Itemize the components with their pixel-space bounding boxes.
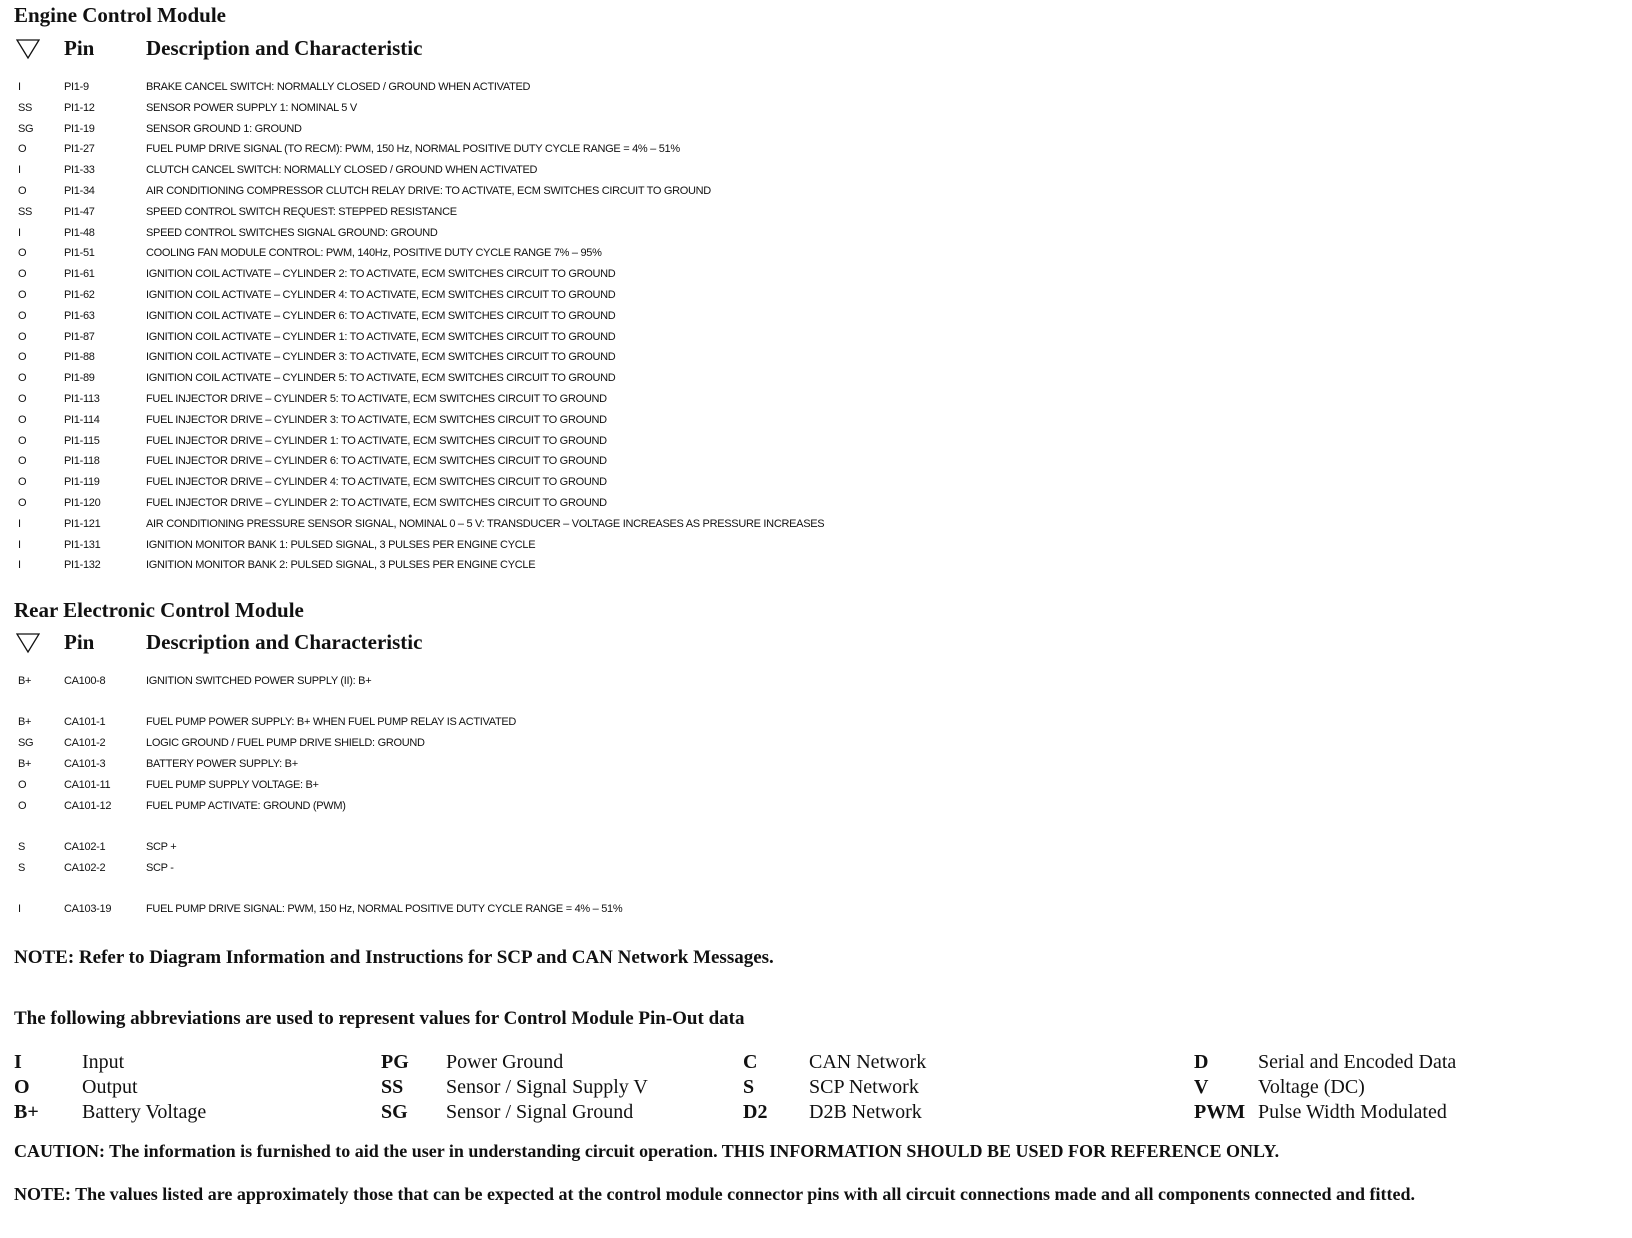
pin-number: PI1-47 <box>64 205 95 218</box>
abbreviation-item <box>1194 1075 1614 1100</box>
pin-type: O <box>18 185 27 197</box>
pin-type: O <box>18 779 27 791</box>
pin-type: I <box>18 226 21 239</box>
abbreviation-label: Output <box>82 1076 138 1098</box>
pin-type: O <box>18 309 27 322</box>
pin-description: IGNITION MONITOR BANK 2: PULSED SIGNAL, 3 PULSES PER ENGINE CYCLE <box>146 559 536 572</box>
caution-text: CAUTION: The information is furnished to aid the user in understanding circuit operation. THIS INFORMATION SHOULD BE USED FOR REFERENCE ONLY. <box>14 1141 1280 1161</box>
pin-type: O <box>18 476 27 489</box>
recm-desc-header: Description and Characteristic <box>146 630 423 654</box>
pin-number: CA101-1 <box>64 716 106 728</box>
abbreviation-code: I <box>14 1051 22 1073</box>
abbreviation-item <box>1194 1100 1614 1125</box>
abbreviation-item <box>14 1100 434 1125</box>
pin-number: PI1-115 <box>64 434 100 447</box>
pin-number: PI1-120 <box>64 497 101 509</box>
pin-number: CA103-19 <box>64 903 112 915</box>
pin-description: AIR CONDITIONING PRESSURE SENSOR SIGNAL, NOMINAL 0 – 5 V: TRANSDUCER – VOLTAGE INCREASES AS PRESSURE INCREASES <box>146 517 825 530</box>
pin-type: O <box>18 413 27 426</box>
pin-description: FUEL INJECTOR DRIVE – CYLINDER 5: TO ACTIVATE, ECM SWITCHES CIRCUIT TO GROUND <box>146 393 607 405</box>
pin-type: I <box>18 559 21 572</box>
note-scp-can: NOTE: Refer to Diagram Information and Instructions for SCP and CAN Network Messages. <box>14 947 774 968</box>
pin-type: O <box>18 351 27 364</box>
pin-type: SS <box>18 101 33 114</box>
pin-type: S <box>18 841 26 853</box>
abbreviation-label: Power Ground <box>446 1051 564 1073</box>
abbreviation-label: Serial and Encoded Data <box>1258 1051 1457 1073</box>
abbreviation-code: SG <box>381 1101 408 1123</box>
pin-number: CA102-2 <box>64 862 106 874</box>
pin-number: PI1-33 <box>64 164 95 177</box>
pin-type: B+ <box>18 758 32 770</box>
pin-type: O <box>18 455 27 468</box>
abbreviation-item <box>14 1050 434 1075</box>
ecm-pin-header: Pin <box>64 36 95 60</box>
pin-description: IGNITION COIL ACTIVATE – CYLINDER 1: TO ACTIVATE, ECM SWITCHES CIRCUIT TO GROUND <box>146 330 616 343</box>
pin-description: FUEL PUMP DRIVE SIGNAL: PWM, 150 Hz, NORMAL POSITIVE DUTY CYCLE RANGE = 4% – 51% <box>146 903 623 915</box>
abbreviation-code: C <box>743 1051 758 1073</box>
abbreviation-label: Pulse Width Modulated <box>1258 1101 1447 1123</box>
pin-number: PI1-89 <box>64 372 95 385</box>
pin-description: SCP - <box>146 862 174 874</box>
pin-number: PI1-9 <box>64 81 89 93</box>
pin-description: IGNITION SWITCHED POWER SUPPLY (II): B+ <box>146 675 372 687</box>
abbreviation-code: PWM <box>1194 1101 1246 1123</box>
pin-type: O <box>18 330 27 343</box>
pin-number: CA101-11 <box>64 779 111 791</box>
pin-description: BRAKE CANCEL SWITCH: NORMALLY CLOSED / GROUND WHEN ACTIVATED <box>146 81 531 93</box>
pin-number: PI1-87 <box>64 330 95 343</box>
triangle-icon <box>16 632 40 654</box>
pin-description: LOGIC GROUND / FUEL PUMP DRIVE SHIELD: GROUND <box>146 737 425 749</box>
abbreviation-label: SCP Network <box>809 1076 919 1098</box>
pin-description: IGNITION COIL ACTIVATE – CYLINDER 2: TO ACTIVATE, ECM SWITCHES CIRCUIT TO GROUND <box>146 268 616 281</box>
pin-description: FUEL PUMP ACTIVATE: GROUND (PWM) <box>146 800 346 812</box>
abbreviation-item <box>381 1075 801 1100</box>
pin-number: PI1-63 <box>64 309 95 322</box>
pin-type: O <box>18 289 27 301</box>
abbreviation-item <box>381 1100 801 1125</box>
abbreviation-item <box>743 1050 1163 1075</box>
abbreviations-legend <box>14 1050 1614 1130</box>
pin-description: FUEL PUMP SUPPLY VOLTAGE: B+ <box>146 779 319 791</box>
pin-type: B+ <box>18 675 32 687</box>
pin-description: SENSOR GROUND 1: GROUND <box>146 122 302 135</box>
pin-number: PI1-19 <box>64 122 95 135</box>
abbreviation-label: D2B Network <box>809 1101 922 1123</box>
abbreviation-item <box>1194 1050 1614 1075</box>
pin-type: O <box>18 393 27 405</box>
pin-number: PI1-113 <box>64 393 100 405</box>
pin-type: O <box>18 372 27 385</box>
abbreviation-code: S <box>743 1076 755 1098</box>
abbreviation-label: Sensor / Signal Supply V <box>446 1076 648 1098</box>
pin-type: O <box>18 434 27 447</box>
pin-type: I <box>18 164 21 177</box>
pin-type: O <box>18 800 27 812</box>
pin-description: FUEL PUMP DRIVE SIGNAL (TO RECM): PWM, 150 Hz, NORMAL POSITIVE DUTY CYCLE RANGE = 4% – 51% <box>146 143 680 156</box>
pin-number: PI1-119 <box>64 476 100 489</box>
pin-description: FUEL INJECTOR DRIVE – CYLINDER 4: TO ACTIVATE, ECM SWITCHES CIRCUIT TO GROUND <box>146 476 607 489</box>
abbreviation-item <box>14 1075 434 1100</box>
abbreviation-label: Voltage (DC) <box>1258 1076 1365 1098</box>
pin-number: PI1-121 <box>64 517 101 530</box>
pin-number: PI1-88 <box>64 351 95 364</box>
abbreviation-code: PG <box>381 1051 409 1073</box>
abbreviation-code: D <box>1194 1051 1209 1073</box>
pin-number: PI1-62 <box>64 289 95 301</box>
pin-description: IGNITION COIL ACTIVATE – CYLINDER 3: TO ACTIVATE, ECM SWITCHES CIRCUIT TO GROUND <box>146 351 616 364</box>
ecm-title: Engine Control Module <box>14 3 226 27</box>
recm-pin-header: Pin <box>64 630 95 654</box>
abbreviation-item <box>743 1100 1163 1125</box>
pin-description: BATTERY POWER SUPPLY: B+ <box>146 758 298 770</box>
pin-description: FUEL PUMP POWER SUPPLY: B+ WHEN FUEL PUMP RELAY IS ACTIVATED <box>146 716 517 728</box>
triangle-icon <box>16 38 40 60</box>
pin-type: I <box>18 538 21 551</box>
pin-number: CA101-3 <box>64 758 106 770</box>
pin-number: PI1-114 <box>64 413 100 426</box>
pin-type: I <box>18 517 21 530</box>
pin-type: I <box>18 81 21 93</box>
abbreviation-code: SS <box>381 1076 404 1098</box>
pin-number: PI1-48 <box>64 226 95 239</box>
ecm-desc-header: Description and Characteristic <box>146 36 423 60</box>
abbreviation-label: Input <box>82 1051 125 1073</box>
pin-description: SPEED CONTROL SWITCHES SIGNAL GROUND: GROUND <box>146 226 438 239</box>
pin-number: PI1-12 <box>64 101 95 114</box>
pin-description: IGNITION COIL ACTIVATE – CYLINDER 6: TO ACTIVATE, ECM SWITCHES CIRCUIT TO GROUND <box>146 309 616 322</box>
pin-description: FUEL INJECTOR DRIVE – CYLINDER 2: TO ACTIVATE, ECM SWITCHES CIRCUIT TO GROUND <box>146 497 607 509</box>
abbreviation-item <box>743 1075 1163 1100</box>
pin-number: PI1-51 <box>64 247 95 260</box>
abbreviation-label: Battery Voltage <box>82 1101 207 1123</box>
pin-description: IGNITION MONITOR BANK 1: PULSED SIGNAL, 3 PULSES PER ENGINE CYCLE <box>146 538 536 551</box>
pin-number: PI1-131 <box>64 538 101 551</box>
pin-number: PI1-132 <box>64 559 101 572</box>
pin-type: O <box>18 143 27 156</box>
note-values: NOTE: The values listed are approximately those that can be expected at the control module connector pins with all circuit connections made and all components connected and fitted. <box>14 1184 1415 1204</box>
abbreviation-code: O <box>14 1076 30 1098</box>
pin-description: SPEED CONTROL SWITCH REQUEST: STEPPED RESISTANCE <box>146 205 457 218</box>
pin-number: PI1-34 <box>64 185 95 197</box>
pin-number: CA101-12 <box>64 800 112 812</box>
pin-number: CA101-2 <box>64 737 106 749</box>
pin-description: FUEL INJECTOR DRIVE – CYLINDER 3: TO ACTIVATE, ECM SWITCHES CIRCUIT TO GROUND <box>146 413 607 426</box>
abbreviation-label: CAN Network <box>809 1051 927 1073</box>
pin-number: PI1-61 <box>64 268 95 281</box>
pin-type: B+ <box>18 716 32 728</box>
pin-number: PI1-27 <box>64 143 95 156</box>
abbreviation-item <box>381 1050 801 1075</box>
pin-description: IGNITION COIL ACTIVATE – CYLINDER 4: TO ACTIVATE, ECM SWITCHES CIRCUIT TO GROUND <box>146 289 616 301</box>
pin-description: FUEL INJECTOR DRIVE – CYLINDER 6: TO ACTIVATE, ECM SWITCHES CIRCUIT TO GROUND <box>146 455 607 468</box>
abbreviation-code: D2 <box>743 1101 768 1123</box>
pin-description: SENSOR POWER SUPPLY 1: NOMINAL 5 V <box>146 101 357 114</box>
pin-number: CA100-8 <box>64 675 106 687</box>
pin-description: COOLING FAN MODULE CONTROL: PWM, 140Hz, POSITIVE DUTY CYCLE RANGE 7% – 95% <box>146 247 602 260</box>
pin-type: S <box>18 862 26 874</box>
abbreviation-code: B+ <box>14 1101 39 1123</box>
pin-description: FUEL INJECTOR DRIVE – CYLINDER 1: TO ACTIVATE, ECM SWITCHES CIRCUIT TO GROUND <box>146 434 607 447</box>
recm-title: Rear Electronic Control Module <box>14 598 304 622</box>
pin-description: IGNITION COIL ACTIVATE – CYLINDER 5: TO ACTIVATE, ECM SWITCHES CIRCUIT TO GROUND <box>146 372 616 385</box>
pin-type: I <box>18 903 21 915</box>
pin-type: O <box>18 247 27 260</box>
pin-type: O <box>18 497 27 509</box>
abbreviations-intro: The following abbreviations are used to represent values for Control Module Pin-Out data <box>14 1008 745 1029</box>
pin-description: AIR CONDITIONING COMPRESSOR CLUTCH RELAY DRIVE: TO ACTIVATE, ECM SWITCHES CIRCUIT TO GROUND <box>146 185 711 197</box>
pin-type: SG <box>18 122 34 135</box>
pin-number: CA102-1 <box>64 841 106 853</box>
pin-type: O <box>18 268 27 281</box>
pin-type: SG <box>18 737 34 749</box>
abbreviation-code: V <box>1194 1076 1209 1098</box>
pin-description: SCP + <box>146 841 177 853</box>
pin-number: PI1-118 <box>64 455 100 468</box>
pin-type: SS <box>18 205 33 218</box>
abbreviation-label: Sensor / Signal Ground <box>446 1101 634 1123</box>
pin-description: CLUTCH CANCEL SWITCH: NORMALLY CLOSED / GROUND WHEN ACTIVATED <box>146 164 538 177</box>
